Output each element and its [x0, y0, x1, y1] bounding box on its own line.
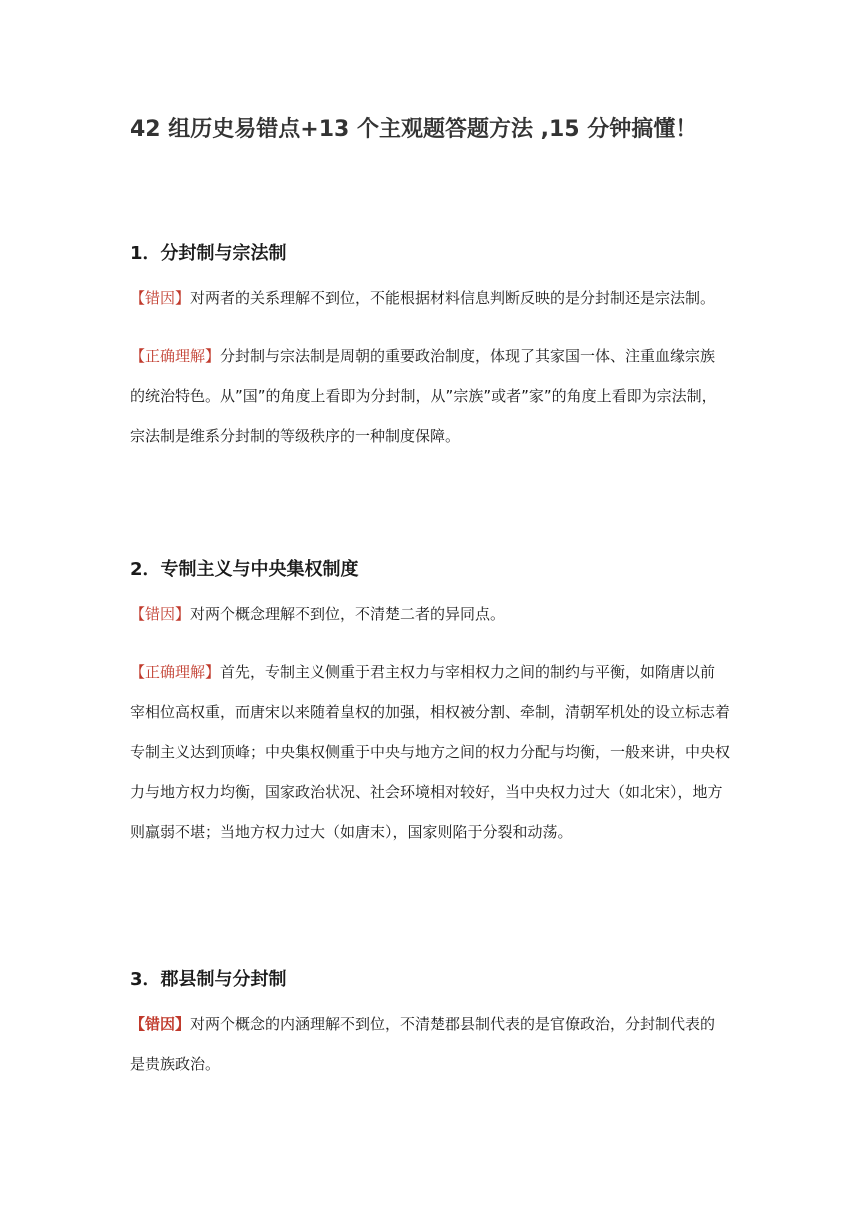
correct-understanding-tag: 【正确理解】 [130, 663, 221, 681]
section-1 [130, 240, 730, 456]
error-cause-tag: 【错因】 [130, 1015, 191, 1033]
error-cause-tag: 【错因】 [130, 605, 191, 623]
correct-understanding-paragraph [130, 652, 730, 852]
error-cause-text: 对两个概念的内涵理解不到位，不清楚郡县制代表的是官僚政治，分封制代表的是贵族政治。 [130, 1015, 716, 1073]
error-cause-paragraph [130, 1004, 730, 1084]
section-3 [130, 966, 730, 1084]
error-cause-text: 对两者的关系理解不到位，不能根据材料信息判断反映的是分封制还是宗法制。 [190, 289, 716, 307]
section-heading: 1．分封制与宗法制 [130, 243, 287, 264]
correct-understanding-text: 分封制与宗法制是周朝的重要政治制度，体现了其家国一体、注重血缘宗族的统治特色。从”国”的角度上看即为分封制，从”宗族”或者”家”的角度上看即为宗法制，宗法制是维系分封制的等级秩序的一种制度保障。 [130, 347, 717, 445]
section-heading: 2．专制主义与中央集权制度 [130, 559, 359, 580]
section-2 [130, 556, 730, 852]
error-cause-tag: 【错因】 [130, 289, 191, 307]
correct-understanding-paragraph [130, 336, 730, 456]
section-heading: 3．郡县制与分封制 [130, 969, 287, 990]
error-cause-paragraph [130, 278, 730, 318]
correct-understanding-text: 首先，专制主义侧重于君主权力与宰相权力之间的制约与平衡，如隋唐以前宰相位高权重，而唐宋以来随着皇权的加强，相权被分割、牵制，清朝军机处的设立标志着专制主义达到顶峰；中央集权侧重于中央与地方之间的权力分配与均衡，一般来讲，中央权力与地方权力均衡，国家政治状况、社会环境相对较好，当中央权力过大（如北宋），地方则羸弱不堪；当地方权力过大（如唐末），国家则陷于分裂和动荡。 [130, 663, 731, 841]
document-title: 42 组历史易错点+13 个主观题答题方法 ,15 分钟搞懂！ [130, 117, 698, 142]
error-cause-paragraph [130, 594, 730, 634]
error-cause-text: 对两个概念理解不到位，不清楚二者的异同点。 [190, 605, 506, 623]
paragraph-gap [130, 634, 730, 652]
paragraph-gap [130, 318, 730, 336]
correct-understanding-tag: 【正确理解】 [130, 347, 221, 365]
